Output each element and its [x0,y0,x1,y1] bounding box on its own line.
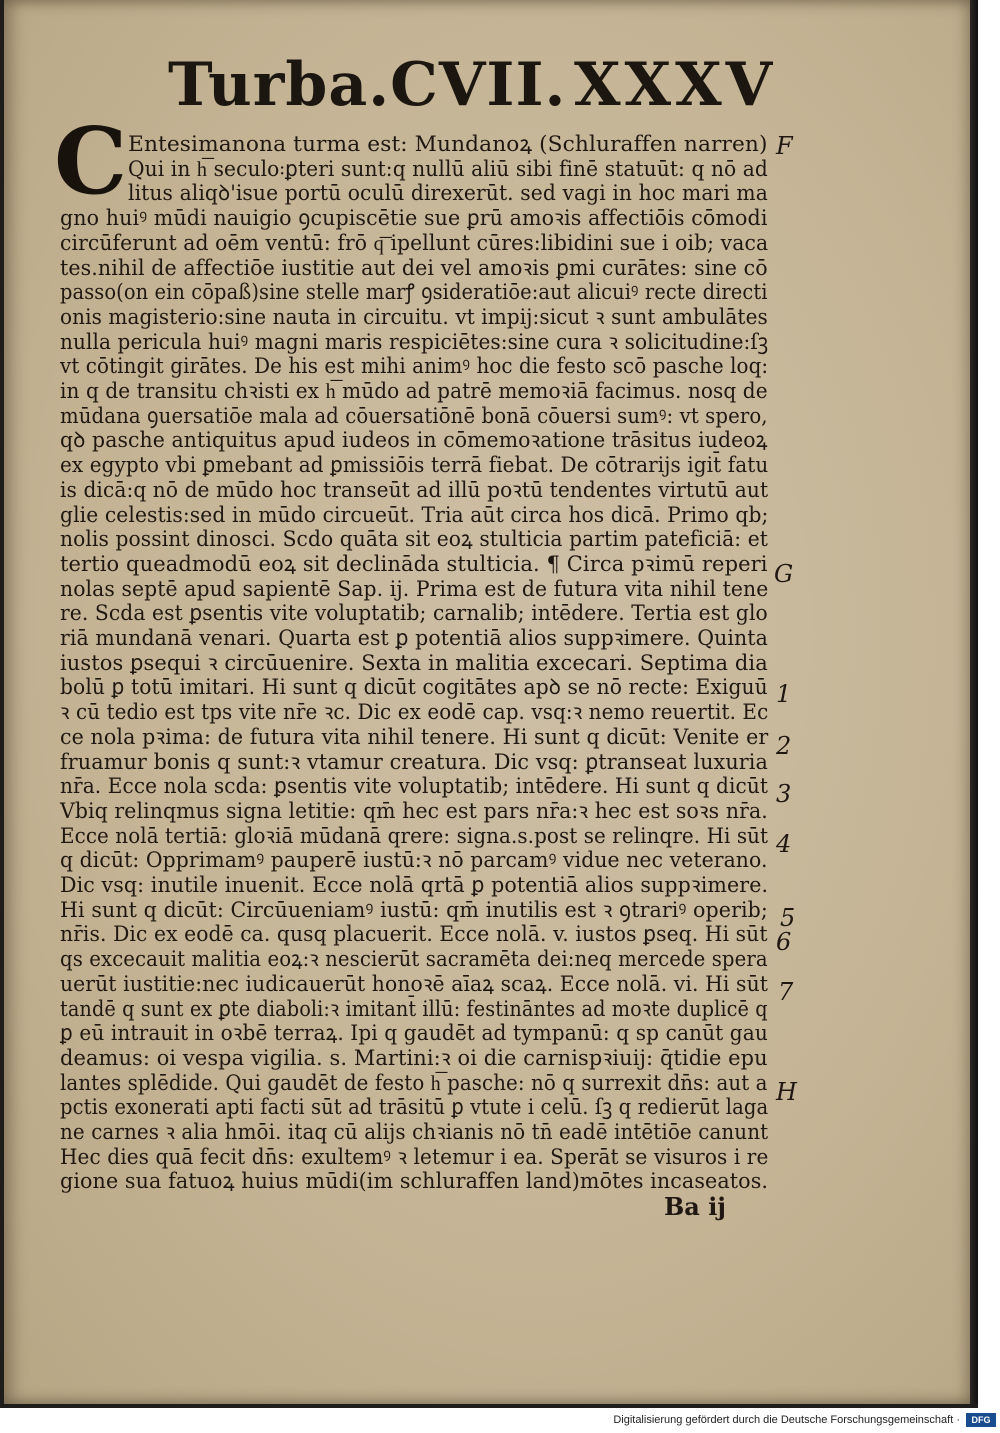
margin-note: 3 [776,780,792,808]
text-line: deamus: oi vespa vigilia. s. Martini:ꝛ oi die carnispꝛiuij: q̄tidie epu [60,1045,768,1071]
text-line: Entesimanona turma est: Mundanoꝝ (Schluraffen narren) [128,132,768,157]
margin-note: 4 [776,830,792,858]
funding-credit: Digitalisierung gefördert durch die Deutsche Forschungsgemeinschaft · [613,1414,960,1426]
text-line: circūferunt ad oēm ventū: frō q͞ ipellunt cūres:libidini sue i oib; vaca [60,230,769,256]
margin-note: 1 [776,680,792,708]
text-line: nolis possint dinosci. Scdo quāta sit eoꝝ stulticia partim pateficiā: et [60,527,769,553]
text-line: uerūt iustitie:nec iudicauerūt honoꝛē aīaꝝ scaꝝ. Ecce nolā. vi. Hi sūt [60,971,769,997]
text-line: re. Scda est ꝑsentis vite voluptatib; carnalib; intēdere. Tertia est glo [60,601,768,627]
margin-note: 5 [780,904,796,932]
text-line: tes.nihil de affectiōe iustitie aut dei vel amoꝛis ꝑmi curātes: sine cō [60,255,768,281]
text-line: ne carnes ꝛ alia hmōi. itaq cū alijs chꝛianis nō tn̄ eadē intētiōe canunt [60,1120,769,1145]
text-line: Dic vsq: inutile inuenit. Ecce nolā qrtā ꝑ potentiā alios suppꝛimere. [60,873,769,898]
text-line: q dicūt: Opprimamꝰ pauperē iustū:ꝛ nō parcamꝰ vidue nec veterano. [60,848,768,874]
footer-bar [0,1408,1000,1433]
text-line: Ecce nolā tertiā: gloꝛiā mūdanā qrere: signa.s.post se relinqre. Hi sūt [60,823,769,849]
text-line: ꝑ eū intrauit in oꝛbē terraꝝ. Ipi q gaudēt ad tympanū: q sp canūt gau [60,1021,768,1047]
text-line: Hec dies quā fecit dn̄s: exultemꝰ ꝛ letemur i ea. Sperāt se visuros i re [60,1144,769,1170]
text-line: fruamur bonis q sunt:ꝛ vtamur creatura. Dic vsq: ꝑtranseat luxuria [60,749,768,775]
text-line: iustos ꝑsequi ꝛ circūuenire. Sexta in malitia excecari. Septima dia [60,650,768,676]
text-line: onis magisterio:sine nauta in circuitu. vt impij:sicut ꝛ sunt ambulātes [60,304,768,330]
text-line: nr̄is. Dic ex eodē ca. qusq placuerit. Ecce nolā. v. iustos ꝑseq. Hi sūt [60,922,768,948]
text-line: mūdana ꝯuersatiōe mala ad cōuersatiōnē bonā cōuersi sumꝰ: vt spero, [60,403,768,429]
margin-note: 7 [778,978,794,1006]
margin-note: F [776,132,793,160]
text-line: tandē q sunt ex ꝑte diaboli:ꝛ imitant̄ illū: festināntes ad moꝛte duplicē q [60,996,768,1022]
text-line: nr̄a. Ecce nola scda: ꝑsentis vite voluptatib; intēdere. Hi sunt q dicūt [60,774,769,800]
running-title: Turba.CVII. [168,50,567,120]
text-line: litus aliqꝺ'isue portū oculū direxerūt. sed vagi in hoc mari ma [128,181,768,207]
folio-number: XXXV [574,50,777,120]
text-line: tertio queadmodū eoꝝ sit declināda stulticia. ¶ Circa pꝛimū reperi [60,551,768,577]
text-line: glie celestis:sed in mūdo circueūt. Tria aūt circa hos dicā. Primo qb; [60,502,769,528]
text-line: Qui in h͞ seculo꞉ꝑteri sunt:q nullū aliū sibi finē statuūt: q nō ad [128,156,768,182]
dfg-logo: DFG [966,1413,996,1427]
text-line: qꝺ pasche antiquitus apud iudeos in cōmemoꝛatione trāsitus iudeoꝝ [60,428,768,454]
margin-note: 6 [776,928,792,956]
signature-mark: Ba ij [664,1192,726,1221]
margin-note: 2 [776,732,792,760]
text-line: pctis exonerati apti facti sūt ad trāsitū ꝑ vtute i celū. ſꝫ q redierūt laga [60,1095,769,1121]
text-line: lantes splēdide. Qui gaudēt de festo h͞ pasche: nō q surrexit dn̄s: aut a [60,1070,768,1096]
text-line: gno huiꝰ mūdi nauigio ꝯcupiscētie sue ꝑrū amoꝛis affectiōis cōmodi [60,206,768,232]
text-line: in q de transitu chꝛisti ex h͞ mūdo ad patrē memoꝛiā facimus. nosq de [60,379,768,404]
text-line: qs excecauit malitia eoꝝ:ꝛ nescierūt sacramēta dei:neq mercede spera [60,947,768,973]
text-line: Hi sunt q dicūt: Circūueniamꝰ iustū: qm̄ inutilis est ꝛ ꝯtrariꝰ operib; [60,897,768,923]
text-line: Vbiq relinqmus signa letitie: qm̄ hec est pars nr̄a:ꝛ hec est soꝛs nr̄a. [60,798,768,824]
text-line: passo(on ein cōpaß)sine stelle marꝭ ꝯsideratiōe:aut alicuiꝰ recte directi [60,280,768,306]
text-line: nulla pericula huiꝰ magni maris respiciētes:sine cura ꝛ solicitudine:ſꝫ [60,329,769,355]
text-line: vt cōtingit girātes. De his est mihi animꝰ hoc die festo scō pasche loq: [60,354,769,380]
text-line: nolas septē apud sapientē Sap. ij. Prima est de futura vita nihil tene [60,576,769,602]
text-line: ce nola pꝛima: de futura vita nihil tenere. Hi sunt q dicūt: Venite er [60,724,769,750]
text-line: bolū ꝑ totū imitari. Hi sunt q dicūt cogitātes apꝺ se nō recte: Exiguū [60,675,768,701]
text-line: riā mundanā venari. Quarta est ꝑ potentiā alios suppꝛimere. Quinta [60,626,768,651]
text-line: ꝛ cū tedio est tps vite nr̄e ꝛc. Dic ex eodē cap. vsq:ꝛ nemo reuertit. Ec [60,700,769,726]
text-line: ex egypto vbi ꝑmebant ad ꝑmissiōis terrā fiebat. De cōtrarijs igit̄ fatu [60,453,769,479]
margin-note: H [776,1078,797,1106]
margin-note: G [774,560,794,588]
text-line: is dicā:q nō de mūdo hoc transeūt ad illū poꝛtū tendentes virtutū aut [60,477,769,503]
text-line: gione sua fatuoꝝ huius mūdi(im schluraffen land)mōtes incaseatos. [60,1169,769,1195]
page-edge [970,0,978,1404]
initial-letter: C [54,107,128,215]
